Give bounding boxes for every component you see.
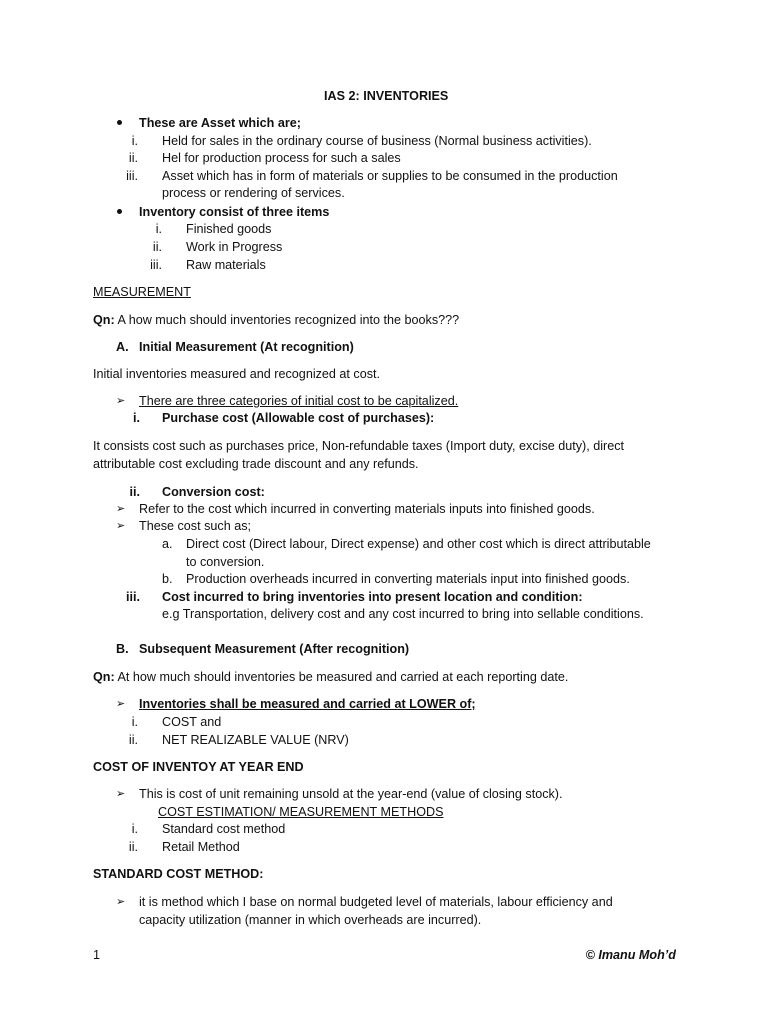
list-item: Retail Method xyxy=(162,840,240,854)
arrow-bullet-icon: ➢ xyxy=(116,395,126,407)
standard-text: capacity utilization (manner in which overheads are incurred). xyxy=(139,913,482,927)
list-marker: iii. xyxy=(150,258,162,272)
year-end-heading: COST OF INVENTOY AT YEAR END xyxy=(93,760,304,774)
list-marker: ii. xyxy=(128,151,138,165)
lower-of-text: Inventories shall be measured and carried at LOWER of; xyxy=(139,697,476,711)
arrow-bullet-icon: ➢ xyxy=(116,503,126,515)
list-marker: ii. xyxy=(128,840,138,854)
list-item-continuation: to conversion. xyxy=(186,555,265,569)
list-marker: i. xyxy=(131,715,138,729)
author-footer: © Imanu Moh’d xyxy=(585,948,676,962)
standard-cost-heading: STANDARD COST METHOD: xyxy=(93,867,264,881)
bullet-icon xyxy=(117,209,122,214)
list-item: Standard cost method xyxy=(162,822,286,836)
list-item: Hel for production process for such a sales xyxy=(162,151,401,165)
arrow-bullet-icon: ➢ xyxy=(116,698,126,710)
list-marker: i. xyxy=(131,134,138,148)
purchase-text: It consists cost such as purchases price, Non-refundable taxes (Import duty, excise duty), direct xyxy=(93,439,625,453)
list-marker: i. xyxy=(155,222,162,236)
initial-measurement-heading: Initial Measurement (At recognition) xyxy=(139,340,354,354)
purchase-cost-heading: Purchase cost (Allowable cost of purchases): xyxy=(162,411,435,425)
section-marker: B. xyxy=(116,642,129,656)
list-marker: b. xyxy=(162,572,173,586)
estimation-heading: COST ESTIMATION/ MEASUREMENT METHODS xyxy=(158,805,444,819)
question-label: Qn: xyxy=(93,313,115,327)
inventory-heading: Inventory consist of three items xyxy=(139,205,330,219)
bullet-icon xyxy=(117,120,122,125)
list-item: Held for sales in the ordinary course of business (Normal business activities). xyxy=(162,134,592,148)
arrow-bullet-icon: ➢ xyxy=(116,788,126,800)
list-item: Asset which has in form of materials or supplies to be consumed in the production xyxy=(162,169,618,183)
conversion-refer-text: Refer to the cost which incurred in converting materials inputs into finished goods. xyxy=(139,502,595,516)
question-2 xyxy=(93,670,568,685)
arrow-bullet-icon: ➢ xyxy=(116,520,126,532)
list-item: Direct cost (Direct labour, Direct expense) and other cost which is direct attributable xyxy=(186,537,651,551)
list-marker: ii. xyxy=(129,485,140,499)
subsequent-measurement-heading: Subsequent Measurement (After recognition) xyxy=(139,642,410,656)
list-item-continuation: process or rendering of services. xyxy=(162,186,345,200)
list-marker: iii. xyxy=(126,590,140,604)
list-marker: i. xyxy=(133,411,140,425)
three-categories-text: There are three categories of initial cost to be capitalized. xyxy=(139,394,459,408)
question-label: Qn: xyxy=(93,670,115,684)
list-marker: ii. xyxy=(128,733,138,747)
list-item: NET REALIZABLE VALUE (NRV) xyxy=(162,733,349,747)
conversion-these-text: These cost such as; xyxy=(139,519,251,533)
list-marker: iii. xyxy=(126,169,138,183)
list-item: COST and xyxy=(162,715,222,729)
asset-heading: These are Asset which are; xyxy=(139,116,301,130)
arrow-bullet-icon: ➢ xyxy=(116,896,126,908)
list-item: Finished goods xyxy=(186,222,272,236)
list-marker: a. xyxy=(162,537,173,551)
question-text: At how much should inventories be measured and carried at each reporting date. xyxy=(114,670,569,684)
list-item: Production overheads incurred in converting materials input into finished goods. xyxy=(186,572,630,586)
location-text: e.g Transportation, delivery cost and any cost incurred to bring into sellable conditions. xyxy=(162,607,644,621)
location-cost-heading: Cost incurred to bring inventories into present location and condition: xyxy=(162,590,583,604)
initial-text: Initial inventories measured and recognized at cost. xyxy=(93,367,381,381)
standard-text: it is method which I base on normal budgeted level of materials, labour efficiency and xyxy=(139,895,613,909)
year-end-text: This is cost of unit remaining unsold at the year-end (value of closing stock). xyxy=(139,787,563,801)
list-marker: i. xyxy=(131,822,138,836)
question-text: A how much should inventories recognized into the books??? xyxy=(114,313,460,327)
list-item: Raw materials xyxy=(186,258,266,272)
page-title: IAS 2: INVENTORIES xyxy=(324,89,449,103)
section-marker: A. xyxy=(116,340,129,354)
conversion-cost-heading: Conversion cost: xyxy=(162,485,265,499)
list-item: Work in Progress xyxy=(186,240,283,254)
purchase-text: attributable cost excluding trade discount and any refunds. xyxy=(93,457,419,471)
list-marker: ii. xyxy=(152,240,162,254)
question-1 xyxy=(93,313,459,328)
page-number: 1 xyxy=(93,948,101,962)
measurement-heading: MEASUREMENT xyxy=(93,285,191,299)
